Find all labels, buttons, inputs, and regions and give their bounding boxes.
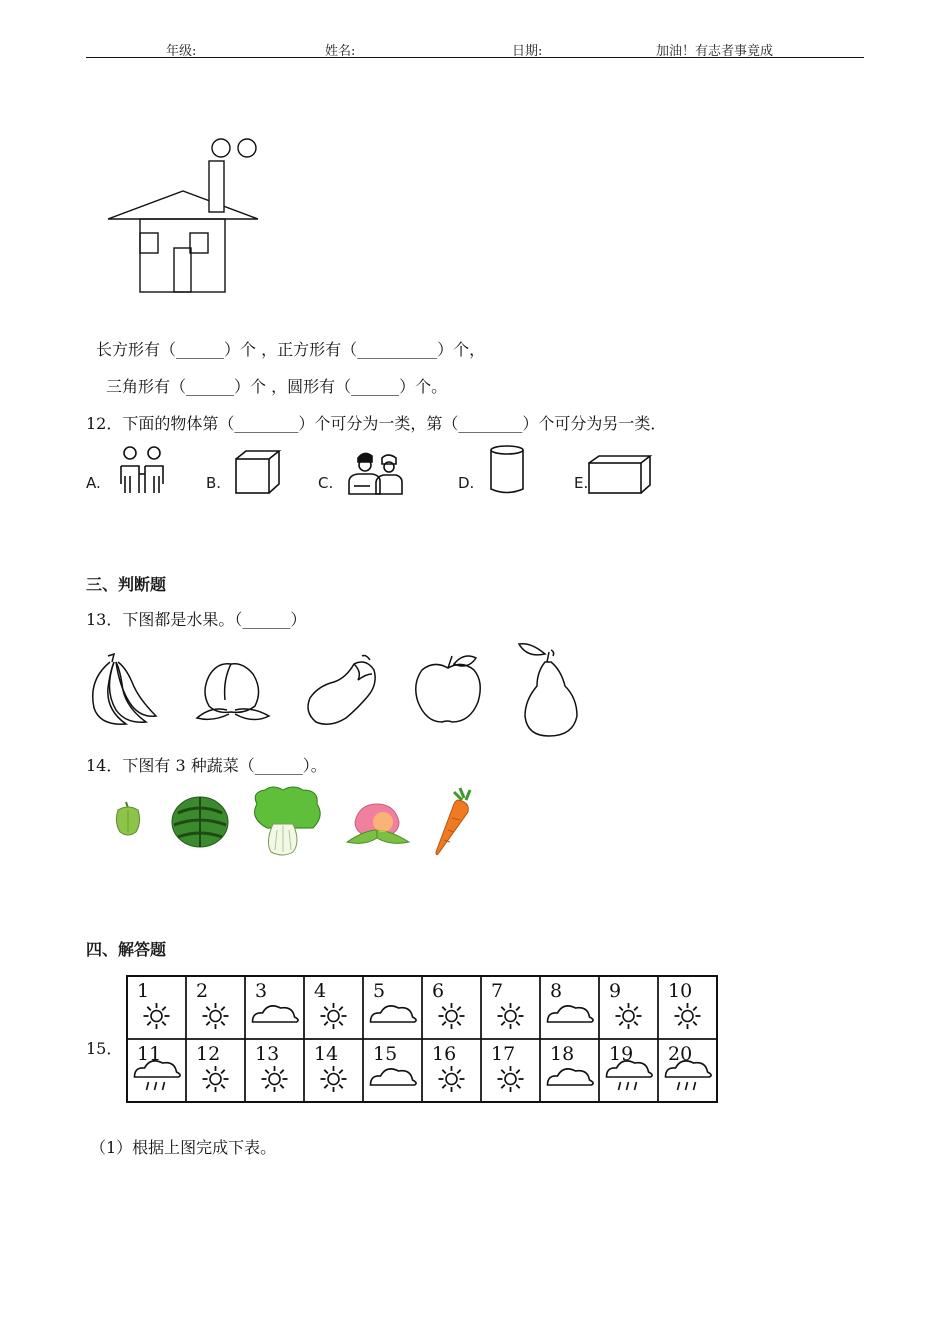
day-number: 5: [373, 980, 386, 1002]
day-number: 4: [314, 980, 327, 1002]
q15-label: 15．: [86, 1039, 123, 1058]
sun-icon: [203, 1003, 229, 1029]
q12-text: 12．下面的物体第（________）个可分为一类，第（________）个可分为另一类．: [86, 414, 667, 433]
weather-cell: [304, 1039, 363, 1102]
day-number: 11: [137, 1043, 162, 1065]
weather-cell: [599, 976, 658, 1039]
q15-sub1: （1）根据上图完成下表。: [90, 1138, 277, 1157]
option-e-label: E.: [574, 474, 589, 492]
cube-icon: [233, 449, 285, 497]
cloud-icon: [548, 1006, 594, 1022]
day-number: 10: [668, 980, 693, 1002]
weather-cell: [127, 976, 186, 1039]
sun-icon: [203, 1066, 229, 1092]
day-number: 8: [550, 980, 563, 1002]
rain-icon: [666, 1061, 712, 1090]
weather-cell: [127, 1039, 186, 1102]
weather-cell: [186, 976, 245, 1039]
weather-cell: [540, 1039, 599, 1102]
watermelon-icon: [170, 793, 232, 849]
weather-cell: [658, 976, 717, 1039]
day-number: 20: [668, 1043, 693, 1065]
day-number: 18: [550, 1043, 575, 1065]
q11-line1: 长方形有（______）个 ，正方形有（__________）个，: [96, 340, 486, 359]
sun-icon: [439, 1003, 465, 1029]
weather-cell: [363, 976, 422, 1039]
option-a-label: A.: [86, 474, 101, 492]
peach-icon: [193, 656, 273, 726]
house-figure: [100, 130, 270, 300]
day-number: 6: [432, 980, 445, 1002]
weather-cell: [422, 976, 481, 1039]
carrot-icon: [430, 784, 476, 858]
sun-icon: [498, 1066, 524, 1092]
rain-icon: [135, 1061, 181, 1090]
sun-icon: [144, 1003, 170, 1029]
date-label: 日期:: [512, 44, 543, 59]
weather-cell: [422, 1039, 481, 1102]
weather-cell: [304, 976, 363, 1039]
cloud-icon: [548, 1069, 594, 1085]
workers-icon: [346, 450, 406, 496]
pepper-icon: [112, 800, 144, 838]
apple-icon: [412, 652, 484, 726]
sun-icon: [498, 1003, 524, 1029]
banana-icon: [86, 650, 161, 730]
day-number: 16: [432, 1043, 457, 1065]
header-rule: [86, 57, 864, 58]
weather-cell: [540, 976, 599, 1039]
pear-icon: [515, 640, 585, 740]
day-number: 1: [137, 980, 150, 1002]
q14-text: 14．下图有 3 种蔬菜（______）。: [86, 756, 327, 775]
option-d-label: D.: [458, 474, 475, 492]
day-number: 3: [255, 980, 268, 1002]
day-number: 7: [491, 980, 504, 1002]
day-number: 19: [609, 1043, 634, 1065]
eggplant-icon: [304, 652, 382, 728]
day-number: 2: [196, 980, 209, 1002]
weather-table: [126, 975, 718, 1105]
weather-cell: [245, 976, 304, 1039]
weather-cell: [658, 1039, 717, 1102]
weather-cell: [481, 976, 540, 1039]
section3-title: 三、判断题: [86, 575, 167, 594]
option-b-label: B.: [206, 474, 222, 492]
weather-cell: [481, 1039, 540, 1102]
sun-icon: [616, 1003, 642, 1029]
cloud-icon: [371, 1069, 417, 1085]
motto-text: 加油！有志者事竟成: [656, 44, 774, 59]
q13-text: 13．下图都是水果。（______）: [86, 610, 307, 629]
option-c-label: C.: [318, 474, 334, 492]
day-number: 12: [196, 1043, 221, 1065]
cuboid-icon: [586, 453, 656, 495]
cloud-icon: [253, 1006, 299, 1022]
sun-icon: [439, 1066, 465, 1092]
q11-line2: 三角形有（______）个 ，圆形有（______）个。: [106, 377, 448, 396]
day-number: 14: [314, 1043, 339, 1065]
peach-color-icon: [343, 800, 411, 846]
sun-icon: [321, 1066, 347, 1092]
cabbage-icon: [247, 784, 325, 858]
day-number: 15: [373, 1043, 398, 1065]
rain-icon: [607, 1061, 653, 1090]
grade-label: 年级:: [166, 44, 197, 59]
weather-cell: [245, 1039, 304, 1102]
name-label: 姓名:: [325, 44, 356, 59]
section4-title: 四、解答题: [86, 940, 167, 959]
sun-icon: [675, 1003, 701, 1029]
weather-cell: [599, 1039, 658, 1102]
day-number: 13: [255, 1043, 280, 1065]
sun-icon: [321, 1003, 347, 1029]
cloud-icon: [371, 1006, 417, 1022]
weather-cell: [186, 1039, 245, 1102]
day-number: 9: [609, 980, 622, 1002]
sun-icon: [262, 1066, 288, 1092]
weather-cell: [363, 1039, 422, 1102]
cylinder-icon: [489, 444, 529, 496]
day-number: 17: [491, 1043, 516, 1065]
people-icon: [113, 444, 173, 496]
